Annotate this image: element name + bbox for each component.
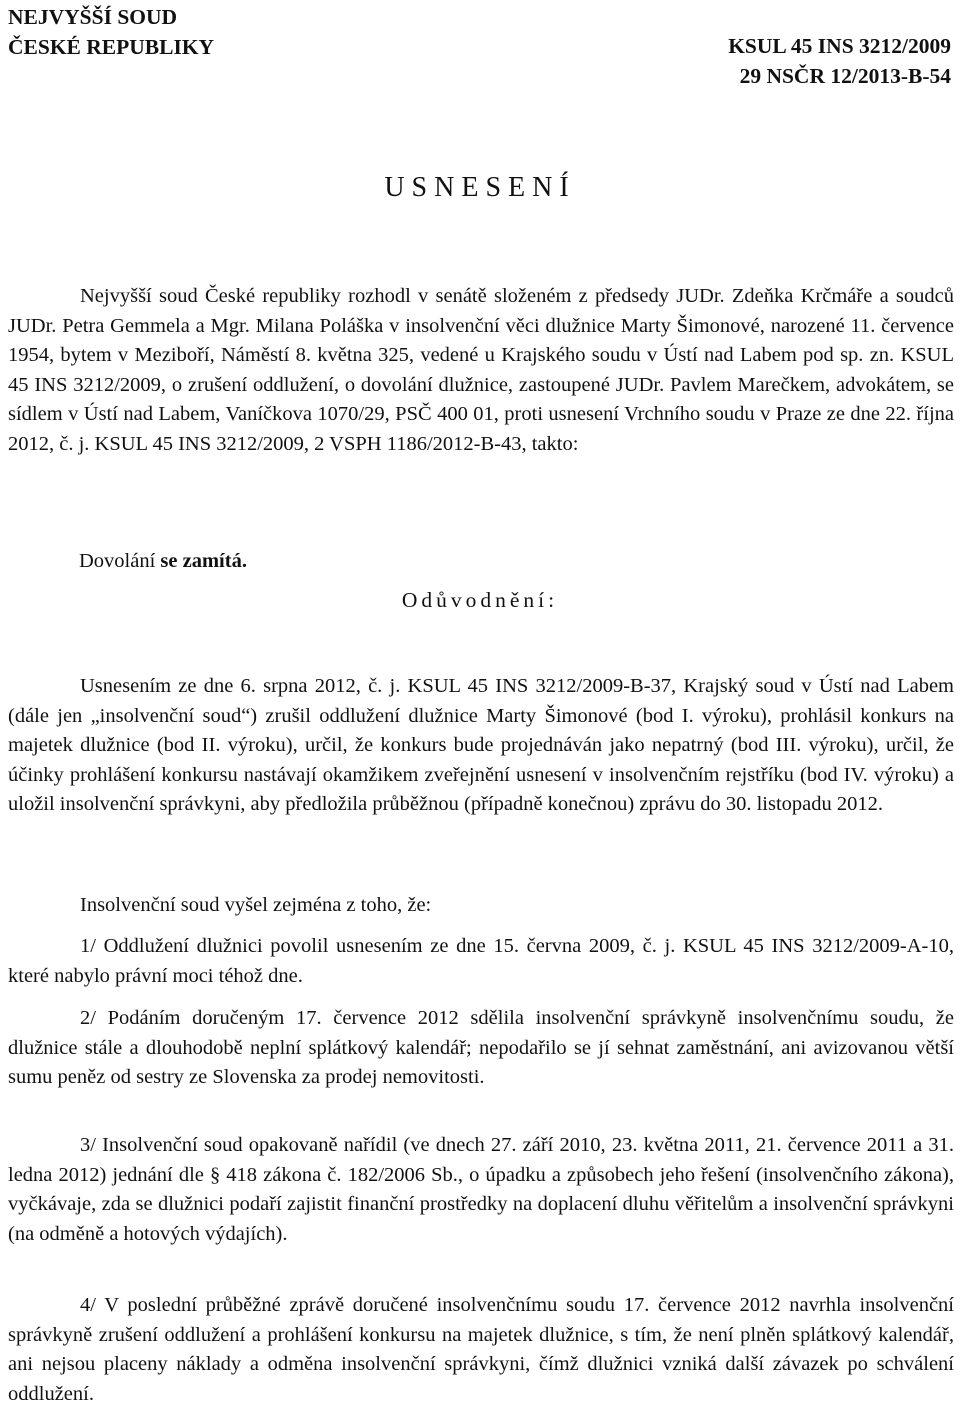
verdict	[79, 550, 247, 573]
case-number-block	[728, 31, 951, 91]
reasons-paragraph-5: 3/ Insolvenční soud opakovaně nařídil (ve dnech 27. září 2010, 23. května 2011, 21. července 2011 a 31. ledna 2012) jednání dle § 418 zákona č. 182/2006 Sb., o úpadku a způsobech jeho řešení (insolvenčního zákona), vyčkávaje, zda se dlužnici podaří zajistit finanční prostředky na doplacení dluhu věřitelům a insolvenční správkyni (na odměně a hotových výdajích).	[8, 1134, 954, 1245]
court-name-line1: NEJVYŠŠÍ SOUD	[8, 5, 178, 29]
reasons-paragraph-2: Insolvenční soud vyšel zejména z toho, že:	[80, 894, 432, 916]
case-number-2: 29 NSČR 12/2013-B-54	[739, 64, 951, 88]
court-name	[8, 2, 214, 62]
reasons-paragraph-4: 2/ Podáním doručeným 17. července 2012 sdělila insolvenční správkyně insolvenčnímu soudu, že dlužnice stále a dlouhodobě neplní splátkový kalendář; nepodařilo se jí sehnat zaměstnání, ani avizovanou větší sumu peněz od sestry ze Slovenska za prodej nemovitosti.	[8, 1007, 954, 1089]
reasons-heading: Odůvodnění:	[401, 588, 559, 612]
reasons-paragraph-3: 1/ Oddlužení dlužnici povolil usnesením ze dne 15. června 2009, č. j. KSUL 45 INS 3212/2009-A-10, které nabylo právní moci téhož dne.	[8, 935, 954, 987]
verdict-prefix: Dovolání	[79, 550, 161, 572]
court-name-line2: ČESKÉ REPUBLIKY	[8, 35, 215, 59]
intro-paragraph: Nejvyšší soud České republiky rozhodl v senátě složeném z předsedy JUDr. Zdeňka Krčmáře a soudců JUDr. Petra Gemmela a Mgr. Milana Poláška v insolvenční věci dlužnice Marty Šimonové, narozené 11. července 1954, bytem v Meziboří, Náměstí 8. května 325, vedené u Krajského soudu v Ústí nad Labem pod sp. zn. KSUL 45 INS 3212/2009, o zrušení oddlužení, o dovolání dlužnice, zastoupené JUDr. Pavlem Marečkem, advokátem, se sídlem v Ústí nad Labem, Vaníčkova 1070/29, PSČ 400 01, proti usnesení Vrchního soudu v Praze ze dne 22. října 2012, č. j. KSUL 45 INS 3212/2009, 2 VSPH 1186/2012-B-43, takto:	[8, 285, 954, 455]
verdict-decision: se zamítá.	[160, 550, 247, 572]
case-number-1: KSUL 45 INS 3212/2009	[728, 34, 951, 58]
reasons-paragraph-1: Usnesením ze dne 6. srpna 2012, č. j. KSUL 45 INS 3212/2009-B-37, Krajský soud v Ústí nad Labem (dále jen „insolvenční soud“) zrušil oddlužení dlužnice Marty Šimonové (bod I. výroku), prohlásil konkurs na majetek dlužnice (bod II. výroku), určil, že konkurs bude projednáván jako nepatrný (bod III. výroku), určil, že účinky prohlášení konkursu nastávají okamžikem zveřejnění usnesení v insolvenčním rejstříku (bod IV. výroku) a uložil insolvenční správkyni, aby předložila průběžnou (případně konečnou) zprávu do 30. listopadu 2012.	[8, 675, 954, 816]
reasons-paragraph-6: 4/ V poslední průběžné zprávě doručené insolvenčnímu soudu 17. července 2012 navrhla insolvenční správkyně zrušení oddlužení a prohlášení konkursu na majetek dlužnice, s tím, že není plněn splátkový kalendář, ani nejsou placeny náklady a odměna insolvenční správkyni, čímž dlužnici vzniká další závazek po schválení oddlužení.	[8, 1294, 954, 1405]
document-title: USNESENÍ	[384, 172, 576, 203]
